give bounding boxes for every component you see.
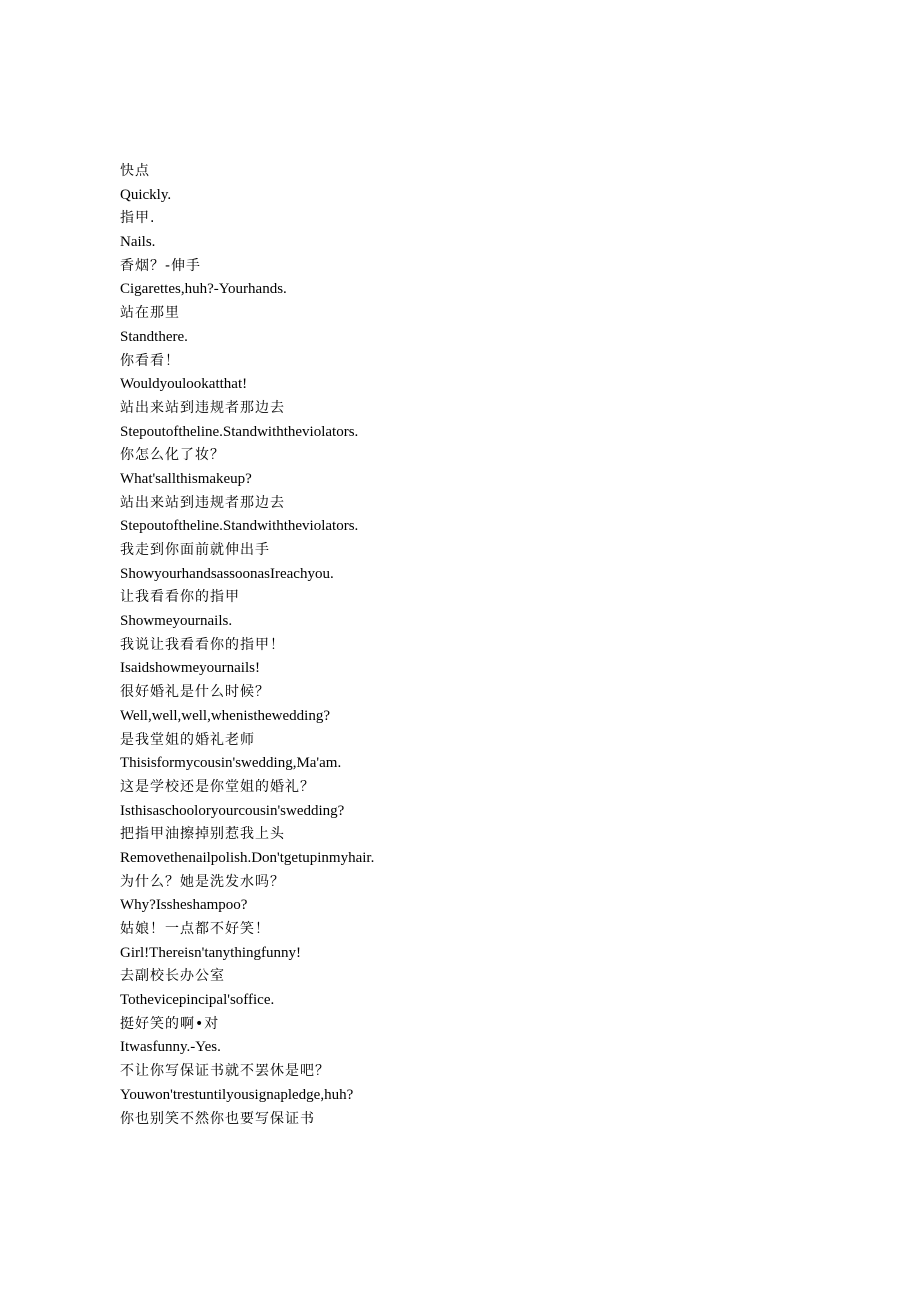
text-line-zh: 挺好笑的啊•对	[120, 1015, 220, 1032]
text-line-en: Isthisaschooloryourcousin'swedding?	[120, 802, 345, 819]
text-line-en: Stepoutoftheline.Standwiththeviolators.	[120, 423, 359, 440]
text-line-en: Stepoutoftheline.Standwiththeviolators.	[120, 518, 359, 535]
text-line-zh: 是我堂姐的婚礼老师	[120, 731, 255, 748]
text-line-zh: 不让你写保证书就不罢休是吧？	[120, 1063, 330, 1080]
text-line-en: ShowyourhandsassoonasIreachyou.	[120, 565, 334, 582]
text-line-en: Nails.	[120, 234, 156, 251]
text-line-zh: 香烟？-伸手	[120, 257, 202, 274]
text-line-zh: 去副校长办公室	[120, 968, 225, 985]
subtitle-text-block	[120, 160, 880, 1131]
text-line-zh: 很好婚礼是什么时候？	[120, 684, 270, 701]
text-line-zh: 这是学校还是你堂姐的婚礼？	[120, 778, 315, 795]
text-line-en: Girl!Thereisn'tanythingfunny!	[120, 944, 301, 961]
text-line-zh: 你也别笑不然你也要写保证书	[120, 1110, 315, 1127]
text-line-zh: 站在那里	[120, 305, 180, 322]
text-line-zh: 你看看！	[120, 352, 180, 369]
text-line-zh: 让我看看你的指甲	[120, 589, 240, 606]
text-line-en: Showmeyournails.	[120, 613, 233, 630]
text-line-en: Well,well,well,whenisthewedding?	[120, 707, 330, 724]
text-line-zh: 你怎么化了妆？	[120, 447, 225, 464]
text-line-zh: 我走到你面前就伸出手	[120, 542, 270, 558]
text-line-zh: 指甲.	[120, 210, 156, 227]
text-line-zh: 站出来站到违规者那边去	[120, 399, 285, 416]
text-line-zh: 姑娘！一点都不好笑！	[120, 921, 270, 937]
text-line-en: Standthere.	[120, 328, 188, 345]
text-line-en: Isaidshowmeyournails!	[120, 660, 260, 677]
text-line-en: What'sallthismakeup?	[120, 470, 252, 487]
text-line-en: Why?Issheshampoo?	[120, 897, 248, 914]
text-line-en: Quickly.	[120, 186, 172, 203]
text-line-zh: 把指甲油擦掉别惹我上头	[120, 826, 285, 843]
text-line-en: Wouldyoulookatthat!	[120, 376, 248, 393]
text-line-zh: 快点	[120, 163, 150, 179]
text-line-en: Cigarettes,huh?-Yourhands.	[120, 281, 287, 298]
text-line-en: Thisisformycousin'swedding,Ma'am.	[120, 755, 342, 772]
text-line-zh: 站出来站到违规者那边去	[120, 494, 285, 511]
text-line-en: Tothevicepincipal'soffice.	[120, 992, 275, 1009]
text-line-en: Itwasfunny.-Yes.	[120, 1039, 221, 1056]
text-line-zh: 我说让我看看你的指甲！	[120, 636, 285, 653]
text-line-zh: 为什么？她是洗发水吗？	[120, 873, 285, 890]
text-line-en: Removethenailpolish.Don'tgetupinmyhair.	[120, 849, 375, 866]
text-line-en: Youwon'trestuntilyousignapledge,huh?	[120, 1086, 354, 1103]
